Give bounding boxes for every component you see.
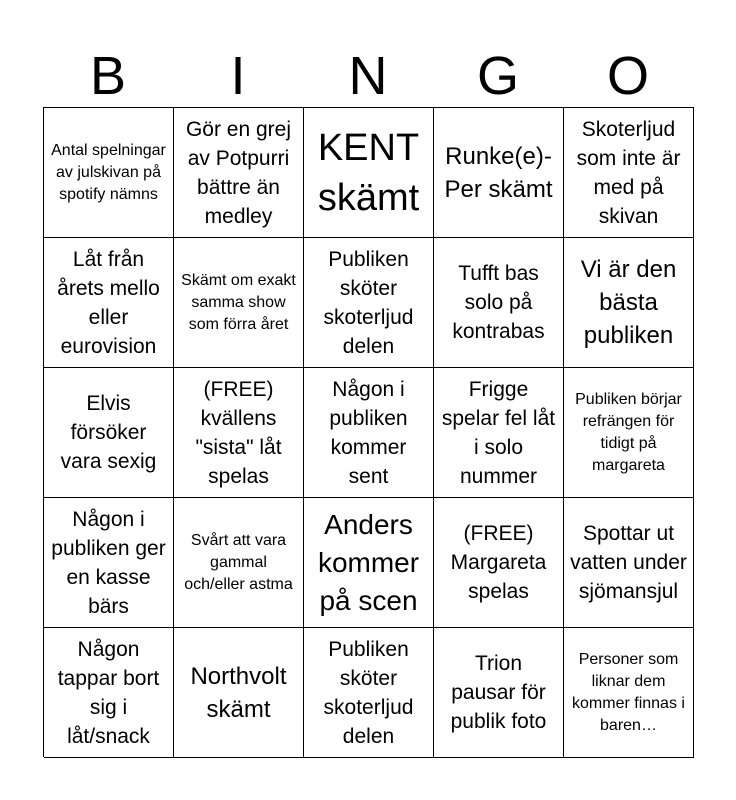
bingo-grid	[43, 107, 694, 757]
cell-text: Personer som liknar dem kommer finnas i baren…	[572, 650, 685, 734]
bingo-cell-r5c5[interactable]	[564, 628, 694, 758]
cell-text: Vi är den bästa publiken	[580, 256, 677, 349]
cell-text: Runke(e)-Per skämt	[444, 142, 553, 203]
cell-text: (FREE) kvällens "sista" låt spelas	[195, 377, 282, 488]
header-letter-i: I	[230, 46, 246, 106]
bingo-cell-r5c4[interactable]	[434, 628, 564, 758]
cell-text: Anders kommer på scen	[317, 508, 420, 616]
bingo-cell-r1c3[interactable]	[304, 108, 434, 238]
cell-text: Någon tappar bort sig i låt/snack	[57, 637, 160, 748]
cell-text: Någon i publiken ger en kasse bärs	[51, 507, 166, 618]
cell-text: (FREE) Margareta spelas	[450, 522, 547, 603]
bingo-cell-r1c2[interactable]	[174, 108, 304, 238]
cell-text: Skoterljud som inte är med på skivan	[576, 117, 681, 228]
bingo-cell-r3c4[interactable]	[434, 368, 564, 498]
cell-text: Antal spelningar av julskivan på spotify nämns	[51, 141, 166, 203]
bingo-cell-r2c5[interactable]	[564, 238, 694, 368]
cell-text: Frigge spelar fel låt i solo nummer	[441, 377, 556, 488]
header-letter-g: G	[476, 46, 519, 106]
cell-text: Publiken sköter skoterljud delen	[323, 637, 414, 748]
bingo-cell-r3c1[interactable]	[44, 368, 174, 498]
bingo-header	[43, 45, 693, 107]
header-letter-b: B	[89, 46, 127, 106]
bingo-cell-r2c3[interactable]	[304, 238, 434, 368]
bingo-cell-r3c3[interactable]	[304, 368, 434, 498]
bingo-cell-r2c4[interactable]	[434, 238, 564, 368]
cell-text: Svårt att vara gammal och/eller astma	[184, 531, 293, 593]
bingo-cell-r4c5[interactable]	[564, 498, 694, 628]
cell-text: Skämt om exakt samma show som förra året	[181, 271, 296, 333]
bingo-cell-r1c1[interactable]	[44, 108, 174, 238]
cell-text: Spottar ut vatten under sjömansjul	[570, 522, 687, 603]
bingo-cell-r2c2[interactable]	[174, 238, 304, 368]
bingo-cell-r4c1[interactable]	[44, 498, 174, 628]
cell-text: Låt från årets mello eller eurovision	[57, 247, 160, 358]
bingo-cell-r2c1[interactable]	[44, 238, 174, 368]
bingo-cell-r4c3[interactable]	[304, 498, 434, 628]
cell-text: Trion pausar för publik foto	[450, 652, 547, 733]
bingo-cell-r4c4[interactable]	[434, 498, 564, 628]
bingo-cell-r3c2[interactable]	[174, 368, 304, 498]
cell-text: Publiken sköter skoterljud delen	[323, 247, 414, 358]
cell-text: Tufft bas solo på kontrabas	[452, 262, 545, 343]
bingo-cell-r1c4[interactable]	[434, 108, 564, 238]
bingo-cell-r1c5[interactable]	[564, 108, 694, 238]
bingo-cell-r4c2[interactable]	[174, 498, 304, 628]
bingo-cell-r5c2[interactable]	[174, 628, 304, 758]
cell-text: Publiken börjar refrängen för tidigt på margareta	[575, 390, 682, 474]
cell-text: KENT skämt	[317, 126, 420, 219]
header-letter-o: O	[606, 46, 649, 106]
cell-text: Någon i publiken kommer sent	[329, 377, 408, 488]
header-letter-n: N	[348, 46, 388, 106]
bingo-cell-r5c1[interactable]	[44, 628, 174, 758]
bingo-cell-r3c5[interactable]	[564, 368, 694, 498]
cell-text: Northvolt skämt	[190, 662, 287, 723]
bingo-cell-r5c3[interactable]	[304, 628, 434, 758]
cell-text: Gör en grej av Potpurri bättre än medley	[185, 117, 292, 228]
cell-text: Elvis försöker vara sexig	[60, 392, 157, 473]
